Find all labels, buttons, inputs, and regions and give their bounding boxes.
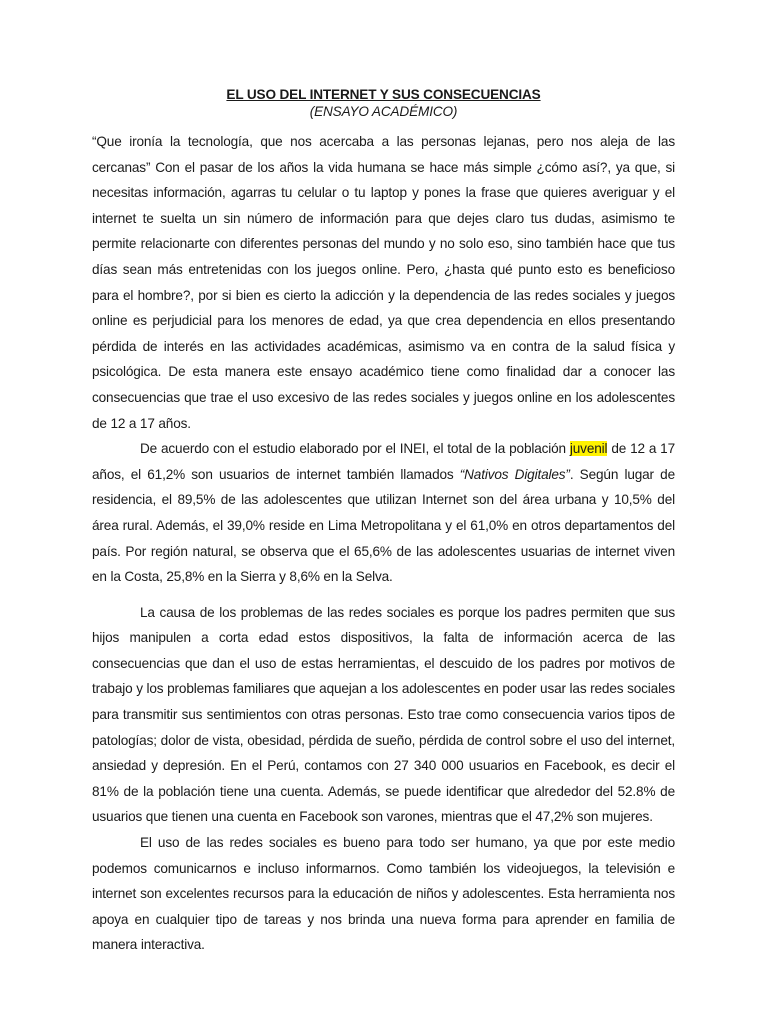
italic-term: “Nativos Digitales”: [459, 466, 570, 482]
paragraph-statistics-text-c: . Según lugar de residencia, el 89,5% de las adolescentes que utilizan Internet son del área urbana y 10,5% del área rural. Además, el 39,0% reside en Lima Metropolitana y el 61,0% en otros departamentos del país. Por región natural, se observa que el 65,6% de las adolescentes usuarias de internet viven en la Costa, 25,8% en la Sierra y 8,6% en la Selva.: [92, 466, 675, 585]
document-body: [92, 86, 675, 958]
paragraph-statistics-text-a: De acuerdo con el estudio elaborado por el INEI, el total de la población: [140, 441, 570, 457]
paragraph-statistics-text-b: de 12 a 17 años, el 61,2% son usuarios de internet también llamados: [92, 441, 675, 482]
document-title: EL USO DEL INTERNET Y SUS CONSECUENCIAS: [226, 87, 541, 102]
paragraph-causes: La causa de los problemas de las redes sociales es porque los padres permiten que sus hijos manipulen a corta edad estos dispositivos, la falta de información acerca de las consecuencias que dan el uso de estas herramientas, el descuido de los padres por motivos de trabajo y los problemas familiares que aquejan a los adolescentes en poder usar las redes sociales para transmitir sus sentimientos con otras personas. Esto trae como consecuencia varios tipos de patologías; dolor de vista, obesidad, pérdida de sueño, pérdida de control sobre el uso del internet, ansiedad y depresión. En el Perú, contamos con 27 340 000 usuarios en Facebook, es decir el 81% de la población tiene una cuenta. Además, se puede identificar que alrededor del 52.8% de usuarios que tienen una cuenta en Facebook son varones, mientras que el 47,2% son mujeres.: [92, 604, 675, 825]
highlighted-word: juvenil: [569, 441, 608, 457]
document-subtitle: (ENSAYO ACADÉMICO): [309, 104, 458, 119]
paragraph-introduction: “Que ironía la tecnología, que nos acercaba a las personas lejanas, pero nos aleja de las cercanas” Con el pasar de los años la vida humana se hace más simple ¿cómo así?, ya que, si necesitas información, agarras tu celular o tu laptop y pones la frase que quieres averiguar y el internet te suelta un sin número de información para que dejes claro tus dudas, asimismo te permite relacionarte con diferentes personas del mundo y no solo eso, sino también hace que tus días sean más entretenidas con los juegos online. Pero, ¿hasta qué punto esto es beneficioso para el hombre?, por si bien es cierto la adicción y la dependencia de las redes sociales y juegos online es perjudicial para los menores de edad, ya que crea dependencia en ellos presentando pérdida de interés en las actividades académicas, asimismo va en contra de la salud física y psicológica. De esta manera este ensayo académico tiene como finalidad dar a conocer las consecuencias que trae el uso excesivo de las redes sociales y juegos online en los adolescentes de 12 a 17 años.: [92, 134, 675, 431]
paragraph-statistics: [92, 436, 675, 590]
paragraph-benefits: El uso de las redes sociales es bueno para todo ser humano, ya que por este medio podemos comunicarnos e incluso informarnos. Como también los videojuegos, la televisión e internet son excelentes recursos para la educación de niños y adolescentes. Esta herramienta nos apoya en cualquier tipo de tareas y nos brinda una nueva forma para aprender en familia de manera interactiva.: [92, 835, 675, 953]
